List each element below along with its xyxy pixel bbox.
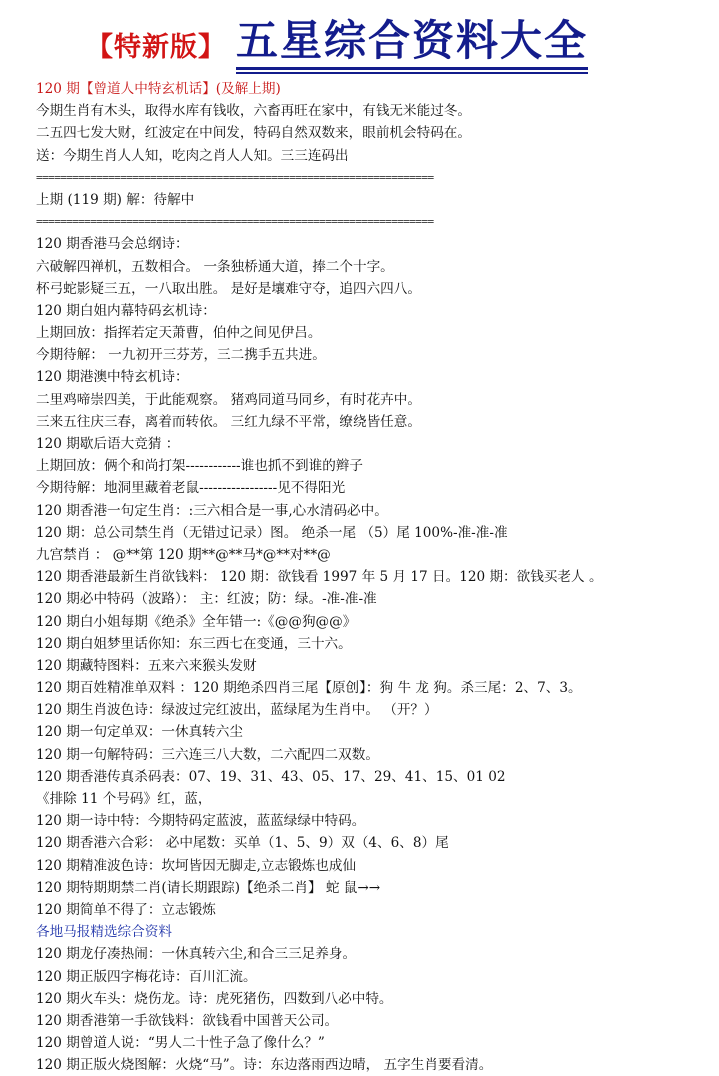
section1-line: 今期生肖有木头，取得水库有钱收，六畜再旺在家中，有钱无米能过冬。 xyxy=(36,103,471,120)
body-line: 120 期百姓精准单双料 ：120 期绝杀四肖三尾【原创】：狗 牛 龙 狗。杀三尾：2、7、3。 xyxy=(36,680,582,697)
title-underline xyxy=(236,67,588,70)
body-line: 120 期必中特码（波路）： 主：红波；防：绿。-准-准-准 xyxy=(36,591,377,608)
body-line: 120 期香港一句定生肖：:三六相合是一事,心水清码必中。 xyxy=(36,502,388,519)
page-title: 五星综合资料大全 xyxy=(236,16,589,65)
body-line: 120 期白小姐每期《绝杀》全年错一:《@@狗@@》 xyxy=(36,613,357,630)
section2-heading: 各地马报精选综合资料 xyxy=(36,924,172,941)
section2-line: 120 期曾道人说：“男人二十性子急了像什么？” xyxy=(36,1035,325,1052)
title-block xyxy=(236,16,588,74)
section1-line: 送：今期生肖人人知，吃肉之肖人人知。三三连码出 xyxy=(36,147,349,164)
body-line: 120 期歇后语大竞猜 ： xyxy=(36,436,180,452)
body-line: 120 期白姐内幕特码玄机诗： xyxy=(36,302,216,319)
body-line: 今期待解： 一九初开三芬芳，三二携手五共进。 xyxy=(36,347,326,364)
body-line: 120 期白姐梦里话你知：东三西七在变通，三十六。 xyxy=(36,635,352,652)
body-line: 120 期藏特图料：五来六来猴头发财 xyxy=(36,657,257,674)
body-line: 上期回放：指挥若定天萧曹，伯仲之间见伊吕。 xyxy=(36,325,322,342)
body-line: 上期回放：俩个和尚打架------------谁也抓不到谁的辫子 xyxy=(36,458,363,475)
body-line: 120 期一句定单双：一休真转六尘 xyxy=(36,724,243,741)
body-line: 120 期香港传真杀码表：07、19、31、43、05、17、29、41、15、01 02 xyxy=(36,768,506,785)
section2-line: 120 期龙仔凑热闹：一休真转六尘,和合三三足养身。 xyxy=(36,946,357,963)
body-line: 120 期：总公司禁生肖（无错过记录）图。 绝杀一尾 （5）尾 100%-准-准-准 xyxy=(36,524,508,541)
body-line: 120 期香港最新生肖欲钱料： 120 期：欲钱看 1997 年 5 月 17 日。120 期：欲钱买老人 。 xyxy=(36,569,603,586)
section2-line: 120 期火车头：烧伤龙。诗：虎死猪伤，四数到八必中特。 xyxy=(36,990,393,1007)
body-line: 120 期生肖波色诗：绿波过完红波出，蓝绿尾为生肖中。 （开？） xyxy=(36,702,438,719)
section2-line: 120 期香港第一手欲钱料：欲钱看中国普天公司。 xyxy=(36,1012,339,1029)
body-line: 120 期香港六合彩： 必中尾数：买单（1、5、9）双（4、6、8）尾 xyxy=(36,835,449,852)
body-line: 120 期精准波色诗：坎坷皆因无脚走,立志锻炼也成仙 xyxy=(36,857,357,874)
body-line: 杯弓蛇影疑三五，一八取出胜。 是好是壤难守夺，追四六四八。 xyxy=(36,280,421,297)
last-period-line: 上期 (119 期) 解：待解中 xyxy=(36,191,195,208)
body-line: 120 期简单不得了：立志锻炼 xyxy=(36,901,216,918)
edition-badge: 【特新版】 xyxy=(86,32,226,63)
body-line: 二里鸡啼崇四美，于此能观察。 猪鸡同道马同乡，有时花卉中。 xyxy=(36,391,421,408)
separator-line: ================================================================== xyxy=(36,170,434,184)
body-line: 今期待解：地洞里藏着老鼠-----------------见不得阳光 xyxy=(36,480,346,497)
body-line: 120 期一诗中特：今期特码定蓝波，蓝蓝绿绿中特码。 xyxy=(36,813,366,830)
section2-line: 120 期正版四字梅花诗：百川汇流。 xyxy=(36,968,257,985)
body-line: 120 期一句解特码：三六连三八大数，二六配四二双数。 xyxy=(36,746,379,763)
separator-line: ================================================================== xyxy=(36,215,434,229)
section1-heading: 120 期【曾道人中特玄机话】(及解上期) xyxy=(36,81,281,97)
section1-line: 二五四七发大财，红波定在中间发，特码自然双数来，眼前机会特码在。 xyxy=(36,125,471,142)
body-line: 120 期香港马会总纲诗： xyxy=(36,236,189,253)
body-line: 六破解四禅机，五数相合。 一条独桥通大道，捧二个十字。 xyxy=(36,258,394,275)
body-line: 三来五往庆三春，离着而转依。 三红九绿不平常，缭绕皆任意。 xyxy=(36,413,421,430)
content xyxy=(36,78,705,1076)
body-line: 120 期特期期禁二肖(请长期跟踪)【绝杀二肖】 蛇 鼠→→ xyxy=(36,879,381,896)
body-line: 《排除 11 个号码》红，蓝， xyxy=(36,791,212,807)
section2-line: 120 期正版火烧图解：火烧“马”。诗：东边落雨西边晴， 五字生肖要看清。 xyxy=(36,1057,493,1074)
header xyxy=(86,8,705,74)
title-underline-secondary xyxy=(236,72,588,74)
body-line: 九宫禁肖 ： @**第 120 期**@**马*@**对**@ xyxy=(36,546,331,563)
body-line: 120 期港澳中特玄机诗： xyxy=(36,369,189,386)
